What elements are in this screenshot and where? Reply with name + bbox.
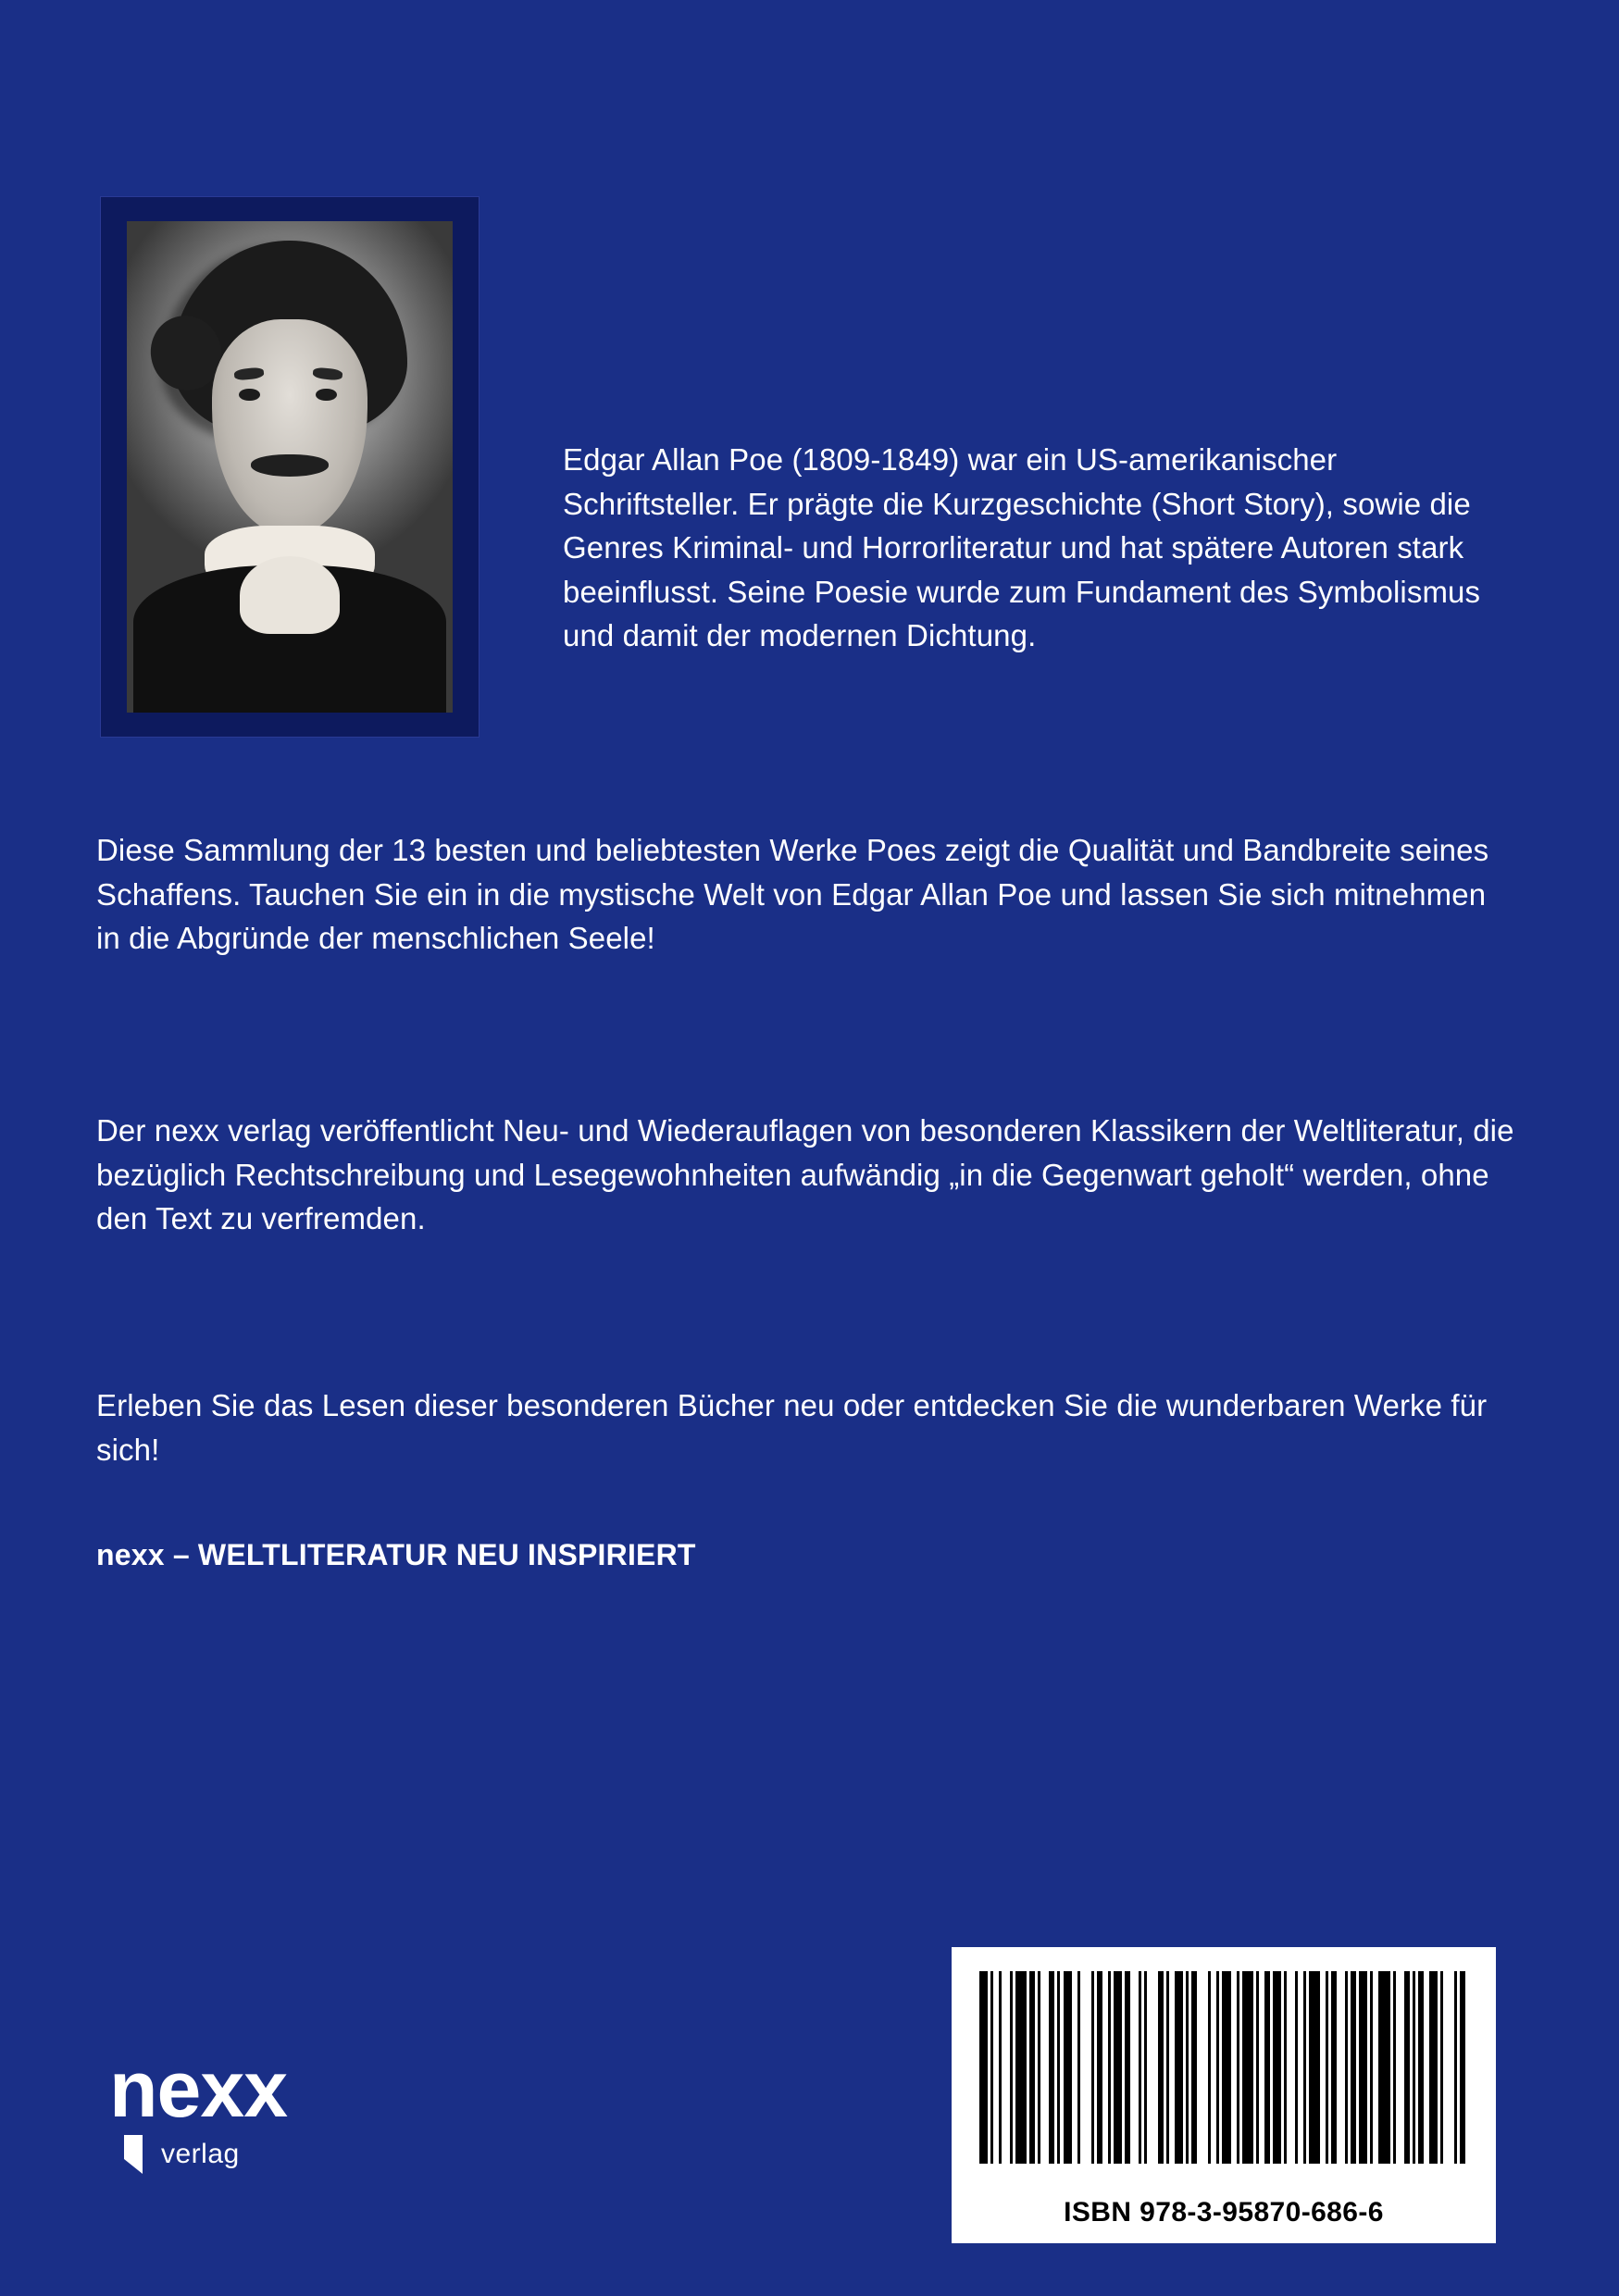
barcode-bar: [1309, 1971, 1320, 2164]
barcode-bar: [1010, 1971, 1013, 2164]
barcode-bar: [1166, 1971, 1169, 2164]
barcode-bar: [1303, 1971, 1306, 2164]
publisher-tagline: nexx – WELTLITERATUR NEU INSPIRIERT: [96, 1538, 696, 1571]
barcode-bar: [999, 1971, 1002, 2164]
barcode-bar: [1191, 1971, 1197, 2164]
barcode-bar: [1295, 1971, 1298, 2164]
barcode-bar: [1264, 1971, 1270, 2164]
barcode-bar: [1186, 1971, 1189, 2164]
barcode-bar: [1158, 1971, 1164, 2164]
barcode-bar: [1413, 1971, 1415, 2164]
barcode-bar: [1097, 1971, 1102, 2164]
barcode-bar: [1331, 1971, 1337, 2164]
barcode-bar: [1404, 1971, 1410, 2164]
barcode-bar: [1418, 1971, 1424, 2164]
barcode-bar: [1139, 1971, 1141, 2164]
barcode-bar: [1273, 1971, 1281, 2164]
blurb-paragraph-collection: Diese Sammlung der 13 besten und beliebtesten Werke Poes zeigt die Qualität und Bandbreite seines Schaffens. Tauchen Sie ein in die mystische Welt von Edgar Allan Poe und lassen Sie sich mitnehmen in die Abgründe der menschlichen Seele!: [96, 833, 1489, 956]
barcode-bar: [1370, 1971, 1373, 2164]
barcode-bar: [1038, 1971, 1040, 2164]
barcode-bar: [990, 1971, 993, 2164]
barcode-bar: [1029, 1971, 1035, 2164]
barcode-bar: [1454, 1971, 1457, 2164]
blurb-paragraph-invitation: Erleben Sie das Lesen dieser besonderen Bücher neu oder entdecken Sie die wunderbaren Werke für sich!: [96, 1388, 1488, 1467]
isbn-barcode: [952, 1947, 1496, 2243]
barcode-bar: [1144, 1971, 1147, 2164]
barcode-bar: [1345, 1971, 1348, 2164]
barcode-bar: [1049, 1971, 1054, 2164]
barcode-bar: [1077, 1971, 1080, 2164]
barcode-bar: [1057, 1971, 1060, 2164]
publisher-logo-subtext: verlag: [161, 2139, 240, 2169]
barcode-bar: [1359, 1971, 1367, 2164]
author-bio-text: Edgar Allan Poe (1809-1849) war ein US-amerikanischer Schriftsteller. Er prägte die Kurzgeschichte (Short Story), sowie die Genres Kriminal- und Horrorliteratur und hat spätere Autoren stark beeinflusst. Seine Poesie wurde zum Fundament des Symbolismus und damit der modernen Dichtung.: [563, 442, 1481, 653]
barcode-bar: [1237, 1971, 1239, 2164]
publisher-logo: [109, 2045, 341, 2198]
portrait-mustache: [251, 454, 329, 477]
barcode-bar: [979, 1971, 988, 2164]
barcode-bar: [1242, 1971, 1253, 2164]
barcode-bar: [1114, 1971, 1122, 2164]
isbn-text: ISBN 978-3-95870-686-6: [1064, 2197, 1384, 2228]
portrait-coat: [133, 565, 446, 713]
barcode-bar: [1208, 1971, 1211, 2164]
publisher-logo-wordmark: nexx: [109, 2045, 288, 2134]
blurb-paragraph-publisher: Der nexx verlag veröffentlicht Neu- und Wiederauflagen von besonderen Klassikern der Weltliteratur, die bezüglich Rechtschreibung und Lesegewohnheiten aufwändig „in die Gegenwart geholt“ werden, ohne den Text zu verfremden.: [96, 1113, 1514, 1236]
barcode-bar: [1429, 1971, 1438, 2164]
barcode-bar: [1256, 1971, 1259, 2164]
barcode-bar: [1064, 1971, 1072, 2164]
barcode-bar: [1091, 1971, 1094, 2164]
author-portrait-image: [127, 221, 453, 713]
barcode-bar: [1393, 1971, 1396, 2164]
barcode-bar: [1222, 1971, 1230, 2164]
barcode-bar: [1216, 1971, 1219, 2164]
barcode-bar: [1015, 1971, 1027, 2164]
barcode-bars: [979, 1971, 1468, 2164]
barcode-bar: [1326, 1971, 1328, 2164]
barcode-bar: [1351, 1971, 1356, 2164]
barcode-bar: [1378, 1971, 1389, 2164]
barcode-bar: [1125, 1971, 1130, 2164]
barcode-bar: [1440, 1971, 1443, 2164]
author-portrait-frame: [100, 196, 479, 738]
barcode-bar: [1175, 1971, 1183, 2164]
publisher-logo-mark-icon: [124, 2135, 143, 2174]
barcode-bar: [1284, 1971, 1287, 2164]
barcode-bar: [1460, 1971, 1465, 2164]
portrait-face: [212, 319, 368, 536]
barcode-bar: [1108, 1971, 1111, 2164]
